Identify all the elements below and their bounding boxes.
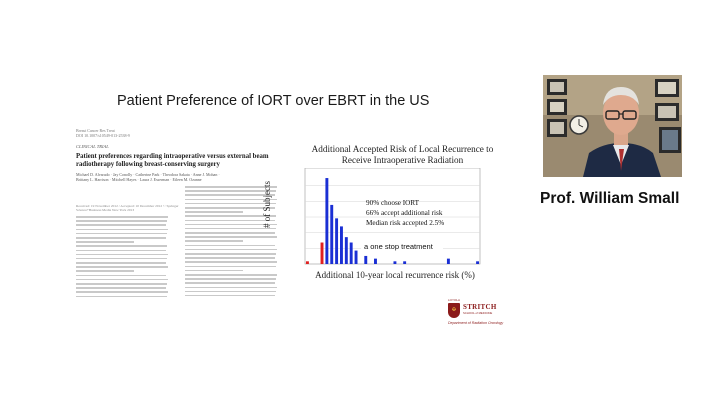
paper-text-line: [185, 295, 275, 297]
speaker-video: [543, 75, 682, 177]
chart-bar-13: [447, 259, 450, 264]
chart-y-axis-title: # of Subjects: [262, 181, 272, 228]
shield-icon: ✠: [448, 303, 460, 318]
chart-x-axis-title: Additional 10-year local recurrence risk (%): [315, 270, 475, 280]
paper-text-line: [76, 266, 168, 268]
stritch-logo: [448, 298, 508, 338]
chart-bar-8: [355, 251, 358, 264]
paper-text-line: [76, 270, 134, 272]
paper-text-line: [76, 224, 166, 226]
chart-annotation-additional-risk: 66% accept additional risk: [366, 209, 443, 217]
paper-text-line: [76, 254, 168, 256]
slide-title: Patient Preference of IORT over EBRT in the US: [117, 93, 430, 109]
paper-section: CLINICAL TRIAL: [76, 144, 109, 149]
paper-journal: Breast Cancer Res Treat: [76, 128, 115, 133]
paper-text-line: [185, 261, 277, 263]
paper-text-line: [185, 291, 276, 293]
paper-abstract-column: [76, 216, 172, 302]
bar-chart: [282, 168, 482, 268]
paper-text-line: [185, 245, 275, 247]
chart-bar-12: [403, 261, 406, 264]
paper-text-line: [185, 287, 277, 289]
paper-title: Patient preferences regarding intraoperative versus external beam radiotherapy following breast-conserving surgery: [76, 153, 269, 168]
paper-text-line: [185, 236, 277, 238]
paper-received: Received: 19 November 2012 / Accepted: 10 December 2012 © Springer Science+Business Media New York 2013: [76, 204, 179, 213]
paper-text-line: [185, 240, 243, 242]
chart-bar-9: [364, 256, 367, 264]
chart-bar-2: [325, 178, 328, 264]
paper-text-line: [76, 287, 166, 289]
logo-department: Department of Radiation Oncology: [448, 321, 504, 325]
paper-text-line: [76, 237, 166, 239]
paper-text-line: [76, 220, 167, 222]
chart-title: Additional Accepted Risk of Local Recurrence to Receive Intraoperative Radiation: [311, 144, 494, 165]
paper-text-line: [76, 296, 167, 298]
chart-bar-6: [345, 237, 348, 264]
speaker-name: Prof. William Small: [540, 190, 680, 207]
paper-text-line: [76, 275, 166, 277]
paper-text-line: [185, 274, 277, 276]
paper-text-line: [76, 229, 168, 231]
paper-thumbnail: [73, 120, 285, 300]
paper-text-line: [76, 283, 167, 285]
paper-text-line: [76, 241, 134, 243]
paper-text-line: [76, 216, 168, 218]
paper-text-line: [185, 232, 275, 234]
speaker-video-frame: [543, 75, 682, 177]
paper-text-line: [76, 245, 167, 247]
paper-text-line: [185, 266, 276, 268]
paper-text-line: [185, 257, 275, 259]
paper-authors: Michael D. Alvarado · Jay Conolly · Catherine Park · Theodora Sakata · Anne J. Mohan · Brittany L. Harrison · Mitchell Hayes · Laura J. Esserman · Eileen M. Ozanne: [76, 172, 220, 183]
paper-text-line: [76, 258, 167, 260]
chart-bar-4: [335, 218, 338, 264]
chart-bar-5: [340, 226, 343, 264]
chart-bar-0: [306, 261, 309, 264]
logo-school: SCHOOL of MEDICINE: [463, 311, 493, 315]
paper-text-line: [185, 228, 276, 230]
chart-bar-7: [350, 243, 353, 264]
chart-annotation-iort: 90% choose IORT: [366, 199, 420, 207]
paper-text-line: [76, 291, 168, 293]
chart-annotation-median: Median risk accepted 2.5%: [366, 219, 445, 227]
paper-doi: DOI 10.1007/s10549-013-2538-9: [76, 133, 130, 138]
logo-university: LOYOLA: [448, 298, 461, 302]
chart-bar-10: [374, 259, 377, 264]
paper-text-line: [185, 253, 276, 255]
chart-bar-3: [330, 205, 333, 264]
paper-text-line: [76, 250, 166, 252]
paper-text-line: [76, 233, 167, 235]
chart-bar-1: [321, 243, 324, 264]
paper-text-line: [76, 279, 168, 281]
paper-text-line: [76, 262, 166, 264]
logo-name: STRITCH: [463, 303, 497, 311]
chart-bar-11: [393, 261, 396, 264]
chart-annotation-one-stop: a one stop treatment: [364, 242, 433, 251]
paper-text-line: [185, 211, 243, 213]
paper-text-line: [185, 249, 277, 251]
paper-text-line: [185, 270, 243, 272]
paper-text-line: [185, 282, 275, 284]
paper-text-line: [185, 278, 276, 280]
chart-bar-14: [476, 261, 479, 264]
